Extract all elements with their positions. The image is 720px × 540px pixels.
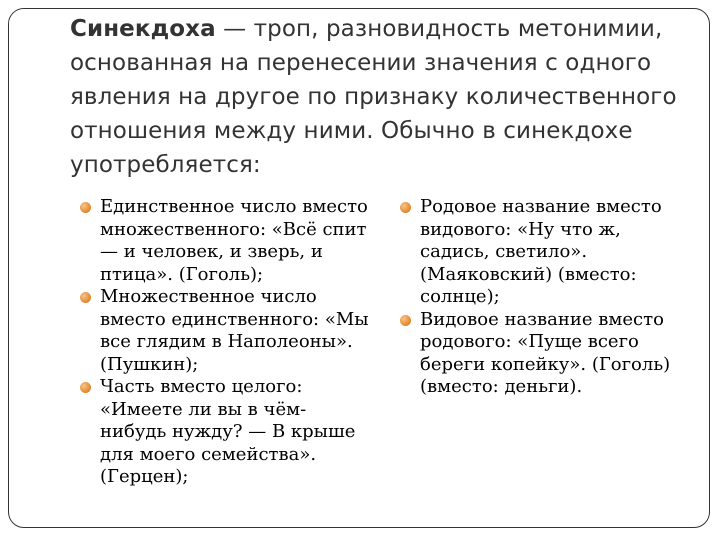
list-item [82,286,372,376]
list-item [402,196,692,309]
list-item-text: Часть вместо целого: «Имеете ли вы в чём-нибудь нужду? — В крыше для моего семейства». (Герцен); [100,376,356,487]
list-item [402,309,692,399]
right-examples-list [402,196,692,399]
bullet-icon [400,315,411,326]
list-item-text: Множественное число вместо единственного: «Мы все глядим в Наполеоны». (Пушкин); [100,286,369,375]
bullet-icon [400,202,411,213]
list-item-text: Родовое название вместо видового: «Ну что ж, садись, светило». (Маяковский) (вместо: солнце); [420,196,662,307]
list-item [82,376,372,489]
list-item-text: Видовое название вместо родового: «Пуще всего береги копейку». (Гоголь) (вместо: деньги). [420,308,671,397]
term-synecdoche: Синекдоха [70,16,216,42]
bullet-icon [80,292,91,303]
term-definition: — троп, разновидность метонимии, основанная на перенесении значения с одного явления на другое по признаку количественного отношения между ними. Обычно в синекдохе употребляется: [70,16,677,178]
list-item [82,196,372,286]
definition-heading [70,12,690,182]
left-examples-list [82,196,372,489]
frame-corner-accent [8,8,29,29]
bullet-icon [80,202,91,213]
bullet-icon [80,382,91,393]
list-item-text: Единственное число вместо множественного: «Всё спит — и человек, и зверь, и птица». (Гоголь); [100,196,368,285]
